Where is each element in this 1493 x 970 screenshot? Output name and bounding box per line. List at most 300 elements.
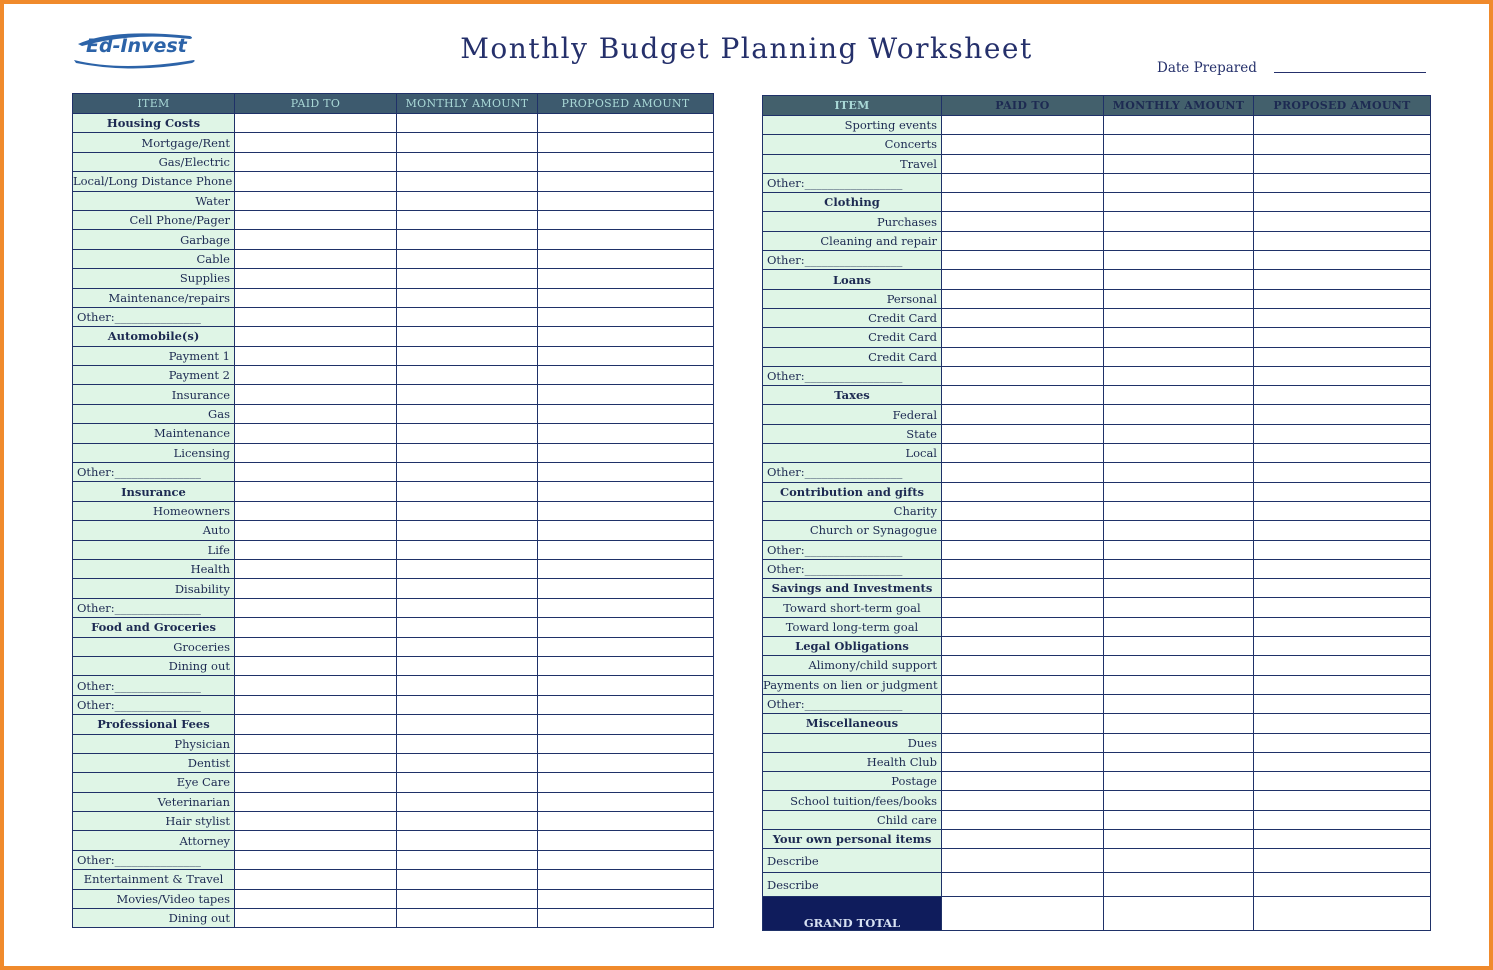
- table-row: [73, 656, 714, 675]
- column-header-proposed-amount: PROPOSED AMOUNT: [538, 94, 714, 114]
- paid-to-cell[interactable]: [942, 810, 1104, 829]
- paid-to-cell[interactable]: [235, 734, 397, 753]
- proposed-amount-cell[interactable]: [538, 133, 714, 152]
- proposed-amount-cell[interactable]: [1254, 501, 1431, 520]
- monthly-amount-cell[interactable]: [397, 404, 538, 423]
- monthly-amount-cell[interactable]: [397, 385, 538, 404]
- proposed-amount-cell[interactable]: [1254, 289, 1431, 308]
- monthly-amount-cell[interactable]: [397, 734, 538, 753]
- section-heading: Your own personal items: [763, 829, 942, 848]
- monthly-amount-cell[interactable]: [397, 191, 538, 210]
- proposed-amount-cell[interactable]: [538, 404, 714, 423]
- proposed-amount-cell[interactable]: [538, 870, 714, 889]
- paid-to-cell[interactable]: [942, 733, 1104, 752]
- monthly-amount-cell[interactable]: [1104, 675, 1254, 694]
- date-prepared-field[interactable]: [1157, 58, 1427, 78]
- proposed-amount-cell[interactable]: [538, 366, 714, 385]
- proposed-amount-cell[interactable]: [1254, 810, 1431, 829]
- proposed-amount-cell[interactable]: [538, 656, 714, 675]
- monthly-amount-cell[interactable]: [1104, 308, 1254, 327]
- monthly-amount-cell[interactable]: [397, 695, 538, 714]
- paid-to-cell[interactable]: [235, 637, 397, 656]
- paid-to-cell[interactable]: [942, 347, 1104, 366]
- monthly-amount-cell[interactable]: [397, 559, 538, 578]
- monthly-amount-cell[interactable]: [397, 327, 538, 346]
- monthly-amount-cell[interactable]: [1104, 482, 1254, 501]
- table-row: [763, 791, 1431, 810]
- paid-to-cell[interactable]: [235, 773, 397, 792]
- proposed-amount-cell[interactable]: [538, 385, 714, 404]
- proposed-amount-cell[interactable]: [538, 812, 714, 831]
- paid-to-cell[interactable]: [235, 269, 397, 288]
- paid-to-cell[interactable]: [235, 715, 397, 734]
- paid-to-cell[interactable]: [942, 135, 1104, 154]
- proposed-amount-cell[interactable]: [538, 909, 714, 928]
- paid-to-cell[interactable]: [942, 154, 1104, 173]
- monthly-amount-cell[interactable]: [1104, 347, 1254, 366]
- paid-to-cell[interactable]: [235, 753, 397, 772]
- proposed-amount-cell[interactable]: [1254, 347, 1431, 366]
- section-heading: Automobile(s): [73, 327, 235, 346]
- item-label: Other:_________________: [763, 173, 942, 192]
- monthly-amount-cell[interactable]: [397, 715, 538, 734]
- proposed-amount-cell[interactable]: [538, 598, 714, 617]
- proposed-amount-cell[interactable]: [538, 346, 714, 365]
- paid-to-cell[interactable]: [942, 598, 1104, 617]
- proposed-amount-cell[interactable]: [538, 191, 714, 210]
- proposed-amount-cell[interactable]: [1254, 752, 1431, 771]
- monthly-amount-cell[interactable]: [1104, 714, 1254, 733]
- proposed-amount-cell[interactable]: [538, 307, 714, 326]
- paid-to-cell[interactable]: [235, 191, 397, 210]
- paid-to-cell[interactable]: [235, 812, 397, 831]
- proposed-amount-cell[interactable]: [1254, 675, 1431, 694]
- monthly-amount-cell[interactable]: [1104, 135, 1254, 154]
- proposed-amount-cell[interactable]: [1254, 656, 1431, 675]
- section-heading: Clothing: [763, 193, 942, 212]
- proposed-amount-cell[interactable]: [1254, 791, 1431, 810]
- paid-to-cell[interactable]: [235, 443, 397, 462]
- proposed-amount-cell[interactable]: [1254, 829, 1431, 848]
- monthly-amount-cell[interactable]: [1104, 617, 1254, 636]
- proposed-amount-cell[interactable]: [538, 269, 714, 288]
- monthly-amount-cell[interactable]: [397, 443, 538, 462]
- item-label: Local: [763, 444, 942, 463]
- item-label: Maintenance: [73, 424, 235, 443]
- table-row: [73, 249, 714, 268]
- monthly-amount-cell[interactable]: [397, 540, 538, 559]
- item-label: School tuition/fees/books: [763, 791, 942, 810]
- monthly-amount-cell[interactable]: [1104, 873, 1254, 897]
- monthly-amount-cell[interactable]: [397, 424, 538, 443]
- monthly-amount-cell[interactable]: [397, 521, 538, 540]
- proposed-amount-cell[interactable]: [1254, 694, 1431, 713]
- paid-to-cell[interactable]: [235, 210, 397, 229]
- proposed-amount-cell[interactable]: [538, 210, 714, 229]
- proposed-amount-cell[interactable]: [1254, 444, 1431, 463]
- proposed-amount-cell[interactable]: [1254, 617, 1431, 636]
- proposed-amount-cell[interactable]: [538, 521, 714, 540]
- paid-to-cell[interactable]: [235, 831, 397, 850]
- proposed-amount-cell[interactable]: [1254, 482, 1431, 501]
- paid-to-cell[interactable]: [942, 772, 1104, 791]
- proposed-amount-cell[interactable]: [1254, 154, 1431, 173]
- monthly-amount-cell[interactable]: [1104, 733, 1254, 752]
- item-label: Travel: [763, 154, 942, 173]
- proposed-amount-cell[interactable]: [538, 152, 714, 171]
- monthly-amount-cell[interactable]: [397, 152, 538, 171]
- monthly-amount-cell[interactable]: [397, 676, 538, 695]
- proposed-amount-cell[interactable]: [1254, 897, 1431, 931]
- item-label: Other:_________________: [763, 559, 942, 578]
- proposed-amount-cell[interactable]: [538, 230, 714, 249]
- monthly-amount-cell[interactable]: [397, 172, 538, 191]
- monthly-amount-cell[interactable]: [1104, 424, 1254, 443]
- paid-to-cell[interactable]: [942, 829, 1104, 848]
- paid-to-cell[interactable]: [235, 889, 397, 908]
- monthly-amount-cell[interactable]: [397, 598, 538, 617]
- table-row: [763, 772, 1431, 791]
- monthly-amount-cell[interactable]: [397, 269, 538, 288]
- item-label: Toward long-term goal: [763, 617, 942, 636]
- paid-to-cell[interactable]: [235, 482, 397, 501]
- item-label: Credit Card: [763, 347, 942, 366]
- paid-to-cell[interactable]: [942, 212, 1104, 231]
- paid-to-cell[interactable]: [235, 327, 397, 346]
- paid-to-cell[interactable]: [942, 897, 1104, 931]
- proposed-amount-cell[interactable]: [1254, 521, 1431, 540]
- monthly-amount-cell[interactable]: [397, 618, 538, 637]
- proposed-amount-cell[interactable]: [538, 249, 714, 268]
- proposed-amount-cell[interactable]: [1254, 386, 1431, 405]
- monthly-amount-cell[interactable]: [1104, 521, 1254, 540]
- table-row: [73, 909, 714, 928]
- monthly-amount-cell[interactable]: [1104, 849, 1254, 873]
- proposed-amount-cell[interactable]: [538, 734, 714, 753]
- monthly-amount-cell[interactable]: [397, 889, 538, 908]
- monthly-amount-cell[interactable]: [1104, 386, 1254, 405]
- paid-to-cell[interactable]: [942, 328, 1104, 347]
- proposed-amount-cell[interactable]: [538, 540, 714, 559]
- paid-to-cell[interactable]: [942, 116, 1104, 135]
- paid-to-cell[interactable]: [942, 193, 1104, 212]
- proposed-amount-cell[interactable]: [538, 424, 714, 443]
- monthly-amount-cell[interactable]: [397, 579, 538, 598]
- paid-to-cell[interactable]: [235, 579, 397, 598]
- paid-to-cell[interactable]: [235, 133, 397, 152]
- monthly-amount-cell[interactable]: [1104, 501, 1254, 520]
- paid-to-cell[interactable]: [235, 656, 397, 675]
- paid-to-cell[interactable]: [942, 424, 1104, 443]
- monthly-amount-cell[interactable]: [1104, 193, 1254, 212]
- paid-to-cell[interactable]: [235, 792, 397, 811]
- paid-to-cell[interactable]: [235, 870, 397, 889]
- paid-to-cell[interactable]: [942, 366, 1104, 385]
- paid-to-cell[interactable]: [942, 675, 1104, 694]
- paid-to-cell[interactable]: [235, 909, 397, 928]
- table-row: [763, 386, 1431, 405]
- proposed-amount-cell[interactable]: [1254, 598, 1431, 617]
- proposed-amount-cell[interactable]: [538, 676, 714, 695]
- paid-to-cell[interactable]: [942, 444, 1104, 463]
- proposed-amount-cell[interactable]: [538, 792, 714, 811]
- paid-to-cell[interactable]: [235, 366, 397, 385]
- proposed-amount-cell[interactable]: [1254, 193, 1431, 212]
- table-row: [73, 191, 714, 210]
- proposed-amount-cell[interactable]: [1254, 733, 1431, 752]
- paid-to-cell[interactable]: [942, 463, 1104, 482]
- monthly-amount-cell[interactable]: [1104, 270, 1254, 289]
- paid-to-cell[interactable]: [942, 559, 1104, 578]
- paid-to-cell[interactable]: [942, 289, 1104, 308]
- monthly-amount-cell[interactable]: [397, 850, 538, 869]
- proposed-amount-cell[interactable]: [1254, 579, 1431, 598]
- monthly-amount-cell[interactable]: [397, 773, 538, 792]
- monthly-amount-cell[interactable]: [1104, 559, 1254, 578]
- paid-to-cell[interactable]: [942, 873, 1104, 897]
- item-label: Postage: [763, 772, 942, 791]
- monthly-amount-cell[interactable]: [397, 792, 538, 811]
- monthly-amount-cell[interactable]: [1104, 772, 1254, 791]
- paid-to-cell[interactable]: [942, 521, 1104, 540]
- paid-to-cell[interactable]: [235, 521, 397, 540]
- item-label: Payment 1: [73, 346, 235, 365]
- monthly-amount-cell[interactable]: [1104, 463, 1254, 482]
- proposed-amount-cell[interactable]: [1254, 849, 1431, 873]
- proposed-amount-cell[interactable]: [1254, 772, 1431, 791]
- paid-to-cell[interactable]: [235, 346, 397, 365]
- monthly-amount-cell[interactable]: [397, 501, 538, 520]
- proposed-amount-cell[interactable]: [1254, 328, 1431, 347]
- monthly-amount-cell[interactable]: [397, 230, 538, 249]
- monthly-amount-cell[interactable]: [397, 812, 538, 831]
- paid-to-cell[interactable]: [235, 501, 397, 520]
- proposed-amount-cell[interactable]: [1254, 251, 1431, 270]
- monthly-amount-cell[interactable]: [397, 909, 538, 928]
- monthly-amount-cell[interactable]: [397, 249, 538, 268]
- proposed-amount-cell[interactable]: [1254, 637, 1431, 656]
- table-row: [763, 405, 1431, 424]
- item-label: Other:_______________: [73, 463, 235, 482]
- proposed-amount-cell[interactable]: [1254, 270, 1431, 289]
- proposed-amount-cell[interactable]: [538, 637, 714, 656]
- proposed-amount-cell[interactable]: [1254, 405, 1431, 424]
- item-label: Health: [73, 559, 235, 578]
- paid-to-cell[interactable]: [235, 404, 397, 423]
- monthly-amount-cell[interactable]: [1104, 540, 1254, 559]
- paid-to-cell[interactable]: [235, 598, 397, 617]
- paid-to-cell[interactable]: [942, 656, 1104, 675]
- monthly-amount-cell[interactable]: [1104, 444, 1254, 463]
- item-label: Other:_________________: [763, 251, 942, 270]
- proposed-amount-cell[interactable]: [538, 831, 714, 850]
- monthly-amount-cell[interactable]: [1104, 752, 1254, 771]
- paid-to-cell[interactable]: [942, 386, 1104, 405]
- proposed-amount-cell[interactable]: [1254, 116, 1431, 135]
- proposed-amount-cell[interactable]: [538, 715, 714, 734]
- proposed-amount-cell[interactable]: [538, 482, 714, 501]
- monthly-amount-cell[interactable]: [397, 753, 538, 772]
- monthly-amount-cell[interactable]: [397, 346, 538, 365]
- monthly-amount-cell[interactable]: [397, 210, 538, 229]
- monthly-amount-cell[interactable]: [1104, 366, 1254, 385]
- paid-to-cell[interactable]: [235, 114, 397, 133]
- paid-to-cell[interactable]: [942, 540, 1104, 559]
- monthly-amount-cell[interactable]: [1104, 579, 1254, 598]
- monthly-amount-cell[interactable]: [397, 463, 538, 482]
- paid-to-cell[interactable]: [942, 714, 1104, 733]
- table-row: [73, 559, 714, 578]
- paid-to-cell[interactable]: [942, 791, 1104, 810]
- monthly-amount-cell[interactable]: [1104, 173, 1254, 192]
- paid-to-cell[interactable]: [942, 308, 1104, 327]
- proposed-amount-cell[interactable]: [538, 114, 714, 133]
- proposed-amount-cell[interactable]: [1254, 714, 1431, 733]
- monthly-amount-cell[interactable]: [1104, 289, 1254, 308]
- page-title: Monthly Budget Planning Worksheet: [460, 32, 1033, 65]
- proposed-amount-cell[interactable]: [538, 850, 714, 869]
- table-row: [763, 849, 1431, 873]
- item-label: Licensing: [73, 443, 235, 462]
- item-label: Gas: [73, 404, 235, 423]
- proposed-amount-cell[interactable]: [538, 773, 714, 792]
- monthly-amount-cell[interactable]: [397, 656, 538, 675]
- monthly-amount-cell[interactable]: [1104, 791, 1254, 810]
- monthly-amount-cell[interactable]: [397, 288, 538, 307]
- monthly-amount-cell[interactable]: [1104, 116, 1254, 135]
- item-label: Dining out: [73, 656, 235, 675]
- proposed-amount-cell[interactable]: [1254, 135, 1431, 154]
- proposed-amount-cell[interactable]: [538, 501, 714, 520]
- paid-to-cell[interactable]: [235, 288, 397, 307]
- proposed-amount-cell[interactable]: [1254, 463, 1431, 482]
- paid-to-cell[interactable]: [235, 385, 397, 404]
- monthly-amount-cell[interactable]: [397, 133, 538, 152]
- paid-to-cell[interactable]: [235, 172, 397, 191]
- paid-to-cell[interactable]: [942, 270, 1104, 289]
- monthly-amount-cell[interactable]: [397, 482, 538, 501]
- paid-to-cell[interactable]: [235, 695, 397, 714]
- paid-to-cell[interactable]: [942, 482, 1104, 501]
- paid-to-cell[interactable]: [235, 850, 397, 869]
- proposed-amount-cell[interactable]: [1254, 212, 1431, 231]
- monthly-amount-cell[interactable]: [1104, 405, 1254, 424]
- table-header-row: [73, 94, 714, 114]
- monthly-amount-cell[interactable]: [1104, 656, 1254, 675]
- monthly-amount-cell[interactable]: [1104, 212, 1254, 231]
- item-label: Hair stylist: [73, 812, 235, 831]
- monthly-amount-cell[interactable]: [1104, 231, 1254, 250]
- grand-total-label: GRAND TOTAL: [763, 897, 942, 931]
- paid-to-cell[interactable]: [235, 152, 397, 171]
- paid-to-cell[interactable]: [942, 251, 1104, 270]
- item-label: Veterinarian: [73, 792, 235, 811]
- proposed-amount-cell[interactable]: [1254, 424, 1431, 443]
- item-label: Concerts: [763, 135, 942, 154]
- proposed-amount-cell[interactable]: [538, 172, 714, 191]
- paid-to-cell[interactable]: [942, 501, 1104, 520]
- paid-to-cell[interactable]: [942, 579, 1104, 598]
- monthly-amount-cell[interactable]: [1104, 829, 1254, 848]
- table-row: [73, 734, 714, 753]
- proposed-amount-cell[interactable]: [538, 889, 714, 908]
- table-row: [73, 307, 714, 326]
- table-row: [763, 714, 1431, 733]
- paid-to-cell[interactable]: [235, 249, 397, 268]
- table-row: [763, 501, 1431, 520]
- proposed-amount-cell[interactable]: [538, 463, 714, 482]
- monthly-amount-cell[interactable]: [397, 637, 538, 656]
- proposed-amount-cell[interactable]: [1254, 873, 1431, 897]
- proposed-amount-cell[interactable]: [1254, 366, 1431, 385]
- table-row: [763, 540, 1431, 559]
- monthly-amount-cell[interactable]: [1104, 328, 1254, 347]
- monthly-amount-cell[interactable]: [397, 870, 538, 889]
- table-row: [763, 366, 1431, 385]
- monthly-amount-cell[interactable]: [397, 307, 538, 326]
- monthly-amount-cell[interactable]: [1104, 598, 1254, 617]
- paid-to-cell[interactable]: [235, 230, 397, 249]
- monthly-amount-cell[interactable]: [1104, 251, 1254, 270]
- proposed-amount-cell[interactable]: [538, 753, 714, 772]
- monthly-amount-cell[interactable]: [1104, 637, 1254, 656]
- proposed-amount-cell[interactable]: [538, 327, 714, 346]
- item-label: Supplies: [73, 269, 235, 288]
- proposed-amount-cell[interactable]: [538, 579, 714, 598]
- monthly-amount-cell[interactable]: [1104, 694, 1254, 713]
- table-row: [73, 230, 714, 249]
- monthly-amount-cell[interactable]: [1104, 154, 1254, 173]
- paid-to-cell[interactable]: [942, 231, 1104, 250]
- proposed-amount-cell[interactable]: [1254, 559, 1431, 578]
- proposed-amount-cell[interactable]: [538, 559, 714, 578]
- proposed-amount-cell[interactable]: [538, 618, 714, 637]
- table-row: [763, 656, 1431, 675]
- paid-to-cell[interactable]: [235, 676, 397, 695]
- monthly-amount-cell[interactable]: [397, 366, 538, 385]
- proposed-amount-cell[interactable]: [538, 288, 714, 307]
- paid-to-cell[interactable]: [235, 559, 397, 578]
- paid-to-cell[interactable]: [942, 752, 1104, 771]
- proposed-amount-cell[interactable]: [1254, 540, 1431, 559]
- table-row: [763, 873, 1431, 897]
- paid-to-cell[interactable]: [942, 173, 1104, 192]
- proposed-amount-cell[interactable]: [1254, 173, 1431, 192]
- paid-to-cell[interactable]: [235, 463, 397, 482]
- paid-to-cell[interactable]: [942, 694, 1104, 713]
- monthly-amount-cell[interactable]: [1104, 897, 1254, 931]
- paid-to-cell[interactable]: [942, 405, 1104, 424]
- paid-to-cell[interactable]: [942, 849, 1104, 873]
- paid-to-cell[interactable]: [942, 637, 1104, 656]
- paid-to-cell[interactable]: [942, 617, 1104, 636]
- date-prepared-line[interactable]: [1274, 72, 1426, 73]
- section-heading: Food and Groceries: [73, 618, 235, 637]
- monthly-amount-cell[interactable]: [397, 831, 538, 850]
- table-row: [763, 829, 1431, 848]
- paid-to-cell[interactable]: [235, 307, 397, 326]
- proposed-amount-cell[interactable]: [1254, 308, 1431, 327]
- monthly-amount-cell[interactable]: [1104, 810, 1254, 829]
- proposed-amount-cell[interactable]: [538, 695, 714, 714]
- paid-to-cell[interactable]: [235, 540, 397, 559]
- paid-to-cell[interactable]: [235, 424, 397, 443]
- paid-to-cell[interactable]: [235, 618, 397, 637]
- proposed-amount-cell[interactable]: [538, 443, 714, 462]
- monthly-amount-cell[interactable]: [397, 114, 538, 133]
- item-label: Attorney: [73, 831, 235, 850]
- proposed-amount-cell[interactable]: [1254, 231, 1431, 250]
